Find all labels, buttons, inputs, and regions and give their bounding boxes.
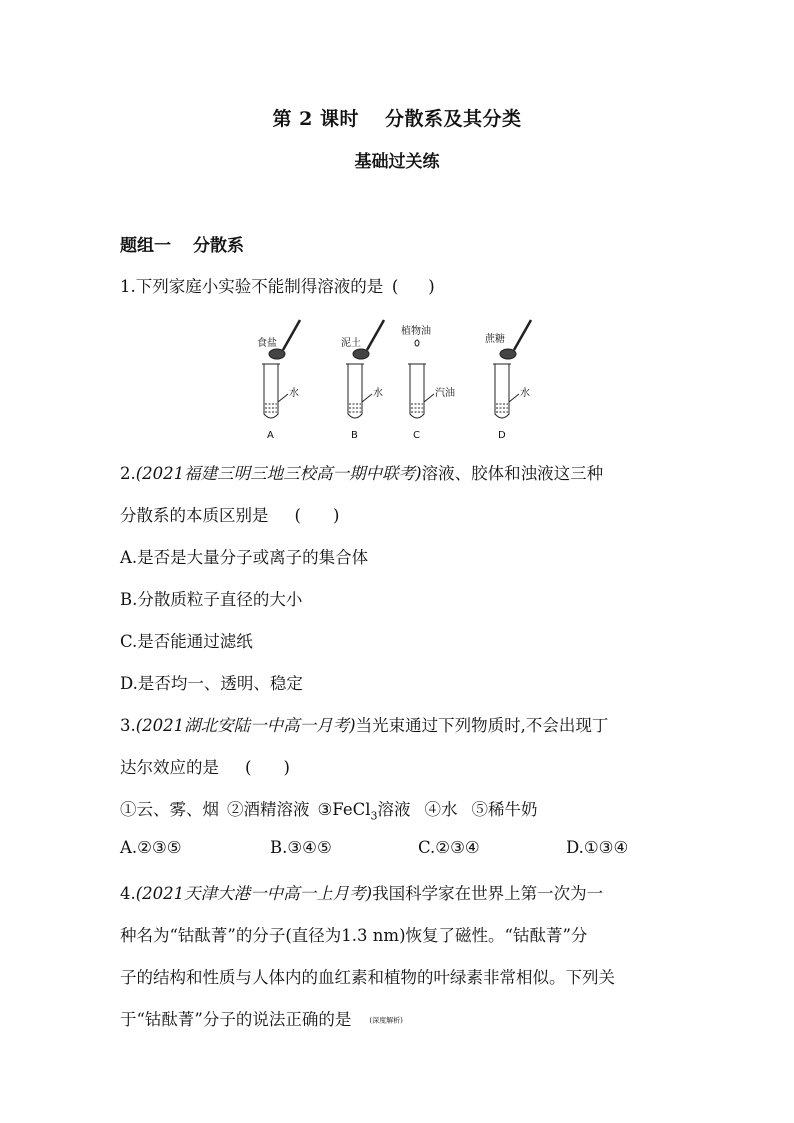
question-1-stem: 1.下列家庭小实验不能制得溶液的是	[120, 277, 384, 296]
question-3-stem-end: 达尔效应的是	[120, 758, 219, 777]
question-3-line-2	[120, 754, 290, 778]
question-2-option-b: B.分散质粒子直径的大小	[120, 590, 303, 609]
lesson-number: 第 2 课时	[272, 108, 359, 130]
tube-c-liquid-label: 汽油	[435, 388, 455, 399]
tube-a-top-label: 食盐	[257, 338, 277, 349]
question-2-option-d: D.是否均一、透明、稳定	[120, 674, 303, 693]
section-number: 题组一	[120, 236, 171, 256]
paren-open: (	[245, 758, 252, 777]
section-topic: 分散系	[193, 236, 244, 256]
page-subtitle: 基础过关练	[354, 152, 440, 172]
tube-c-letter: C	[413, 430, 420, 441]
choice-d: D.①③④	[566, 838, 629, 857]
question-2-number: 2.	[120, 464, 136, 483]
tube-c	[408, 340, 434, 418]
question-4-stem-1: 我国科学家在世界上第一次为一	[372, 884, 604, 903]
tube-b-letter: B	[351, 430, 358, 441]
lesson-topic: 分散系及其分类	[384, 108, 522, 130]
question-2-stem-end: 分散系的本质区别是	[120, 506, 269, 525]
question-2-source: (2021福建三明三地三校高一期中联考)	[135, 464, 422, 483]
item-3-formula: ③FeCl	[317, 800, 371, 819]
question-4-stem-end: 于“钴酞菁”分子的说法正确的是	[120, 1010, 352, 1029]
question-3-number: 3.	[120, 716, 136, 735]
tube-a-letter: A	[267, 430, 274, 441]
item-4: ④水	[424, 800, 458, 819]
choice-c: C.②③④	[418, 838, 480, 857]
item-1: ①云、雾、烟	[120, 800, 219, 819]
question-1-text	[120, 273, 443, 297]
question-3-stem-start: 当光束通过下列物质时,不会出现丁	[355, 716, 609, 735]
question-2-option-a: A.是否是大量分子或离子的集合体	[120, 548, 369, 567]
paren-close: )	[283, 758, 290, 777]
paren-open: (	[294, 506, 301, 525]
question-4-source: (2021天津大港一中高一上月考)	[135, 884, 373, 903]
tube-d-top-label: 蔗糖	[485, 334, 505, 345]
tube-b	[346, 320, 384, 418]
tube-a-liquid-label: 水	[289, 388, 299, 399]
question-4-line-2: 种名为“钴酞菁”的分子(直径为1.3 nm)恢复了磁性。“钴酞菁”分	[120, 926, 588, 945]
paren-close: )	[428, 277, 435, 296]
section-heading	[120, 231, 244, 256]
question-2-option-c: C.是否能通过滤纸	[120, 632, 253, 651]
question-4-line-1	[120, 880, 603, 904]
question-4-line-4	[120, 1006, 403, 1030]
question-2-line-2	[120, 502, 339, 526]
tube-b-top-label: 泥土	[341, 338, 361, 349]
test-tube-figure	[250, 316, 540, 446]
page-title	[0, 104, 794, 131]
choice-b: B.③④⑤	[270, 838, 332, 857]
question-2-stem-start: 溶液、胶体和浊液这三种	[421, 464, 604, 483]
analysis-note: (深度解析)	[369, 1016, 403, 1025]
question-4-number: 4.	[120, 884, 136, 903]
item-2: ②酒精溶液	[227, 800, 310, 819]
item-5: ⑤稀牛奶	[471, 800, 538, 819]
paren-open: (	[391, 277, 399, 296]
question-3-items	[120, 796, 538, 822]
tube-d-letter: D	[498, 430, 506, 441]
choice-a: A.②③⑤	[120, 838, 182, 857]
paren-close: )	[332, 506, 340, 525]
tube-d-liquid-label: 水	[520, 388, 530, 399]
question-3-line-1	[120, 712, 608, 736]
tube-b-liquid-label: 水	[373, 388, 383, 399]
item-3-subscript: 3	[370, 809, 378, 823]
tube-c-top-label: 植物油	[401, 326, 431, 337]
question-2-line-1	[120, 460, 603, 484]
question-3-source: (2021湖北安陆一中高一月考)	[135, 716, 356, 735]
question-4-line-3: 子的结构和性质与人体内的血红素和植物的叶绿素非常相似。下列关	[120, 968, 615, 987]
item-3-suffix: 溶液	[377, 800, 411, 819]
tube-a	[262, 320, 300, 418]
